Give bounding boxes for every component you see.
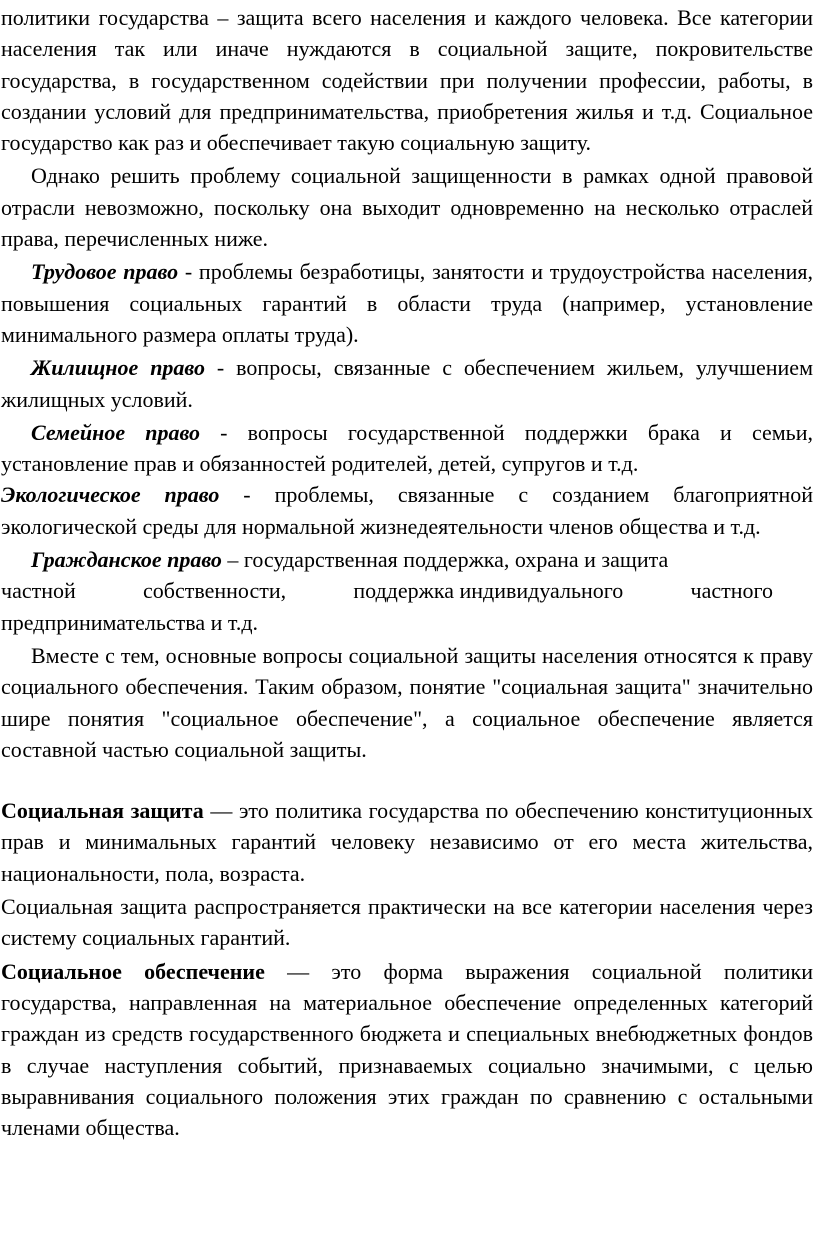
civil-law-word: поддержка индивидуального	[353, 578, 624, 604]
paragraph-labor-law	[1, 256, 813, 350]
term-civil-law: Гражданское право	[31, 547, 222, 573]
paragraph-conclusion: Вместе с тем, основные вопросы социальной защиты населения относятся к праву социального обеспечения. Таким образом, понятие "социальная защита" значительно шире понятия "социальное обеспечение", а социальное обеспечение является составной частью социальной защиты.	[1, 642, 813, 762]
social-protection-text: — это политика государства по обеспечению конституционных прав и минимальных гарантий человеку независимо от его места жительства, национальности, пола, возраста.	[1, 798, 813, 886]
term-housing-law: Жилищное право	[31, 355, 205, 381]
term-social-protection: Социальная защита	[1, 798, 204, 824]
civil-law-word: собственности,	[143, 578, 287, 604]
paragraph-civil-law	[1, 544, 813, 638]
term-social-security: Социальное обеспечение	[1, 958, 265, 984]
civil-law-line-2	[1, 575, 813, 606]
housing-law-text: - вопросы, связанные с обеспечением жильем, улучшением жилищных условий.	[1, 355, 813, 412]
paragraph-intro: политики государства – защита всего населения и каждого человека. Все категории населения так или иначе нуждаются в социальной защите, покровительстве государства, в государственном содействии при получении профессии, работы, в создании условий для предпринимательства, приобретения жилья и т.д. Социальное государство как раз и обеспечивает такую социальную защиту.	[1, 5, 813, 156]
term-ecology-law: Экологическое право	[1, 482, 220, 508]
paragraph-branches-intro: Однако решить проблему социальной защищенности в рамках одной правовой отрасли невозможно, поскольку она выходит одновременно на несколько отраслей права, перечисленных ниже.	[1, 163, 813, 252]
paragraph-definition-social-protection	[1, 795, 813, 889]
paragraph-family-law	[1, 417, 813, 480]
term-family-law: Семейное право	[31, 419, 200, 445]
labor-law-text: - проблемы безработицы, занятости и трудоустройства населения, повышения социальных гарантий в области труда (например, установление минимального размера оплаты труда).	[1, 259, 813, 347]
paragraph-scope: Социальная защита распространяется практически на все категории населения через систему социальных гарантий.	[1, 894, 813, 951]
ecology-law-text: - проблемы, связанные с созданием благоприятной экологической среды для нормальной жизнедеятельности членов общества и т.д.	[1, 482, 813, 539]
civil-law-text-1: – государственная поддержка, охрана и защита	[221, 547, 669, 573]
paragraph-housing-law	[1, 352, 813, 415]
civil-law-word: частной	[1, 578, 76, 604]
paragraph-ecology-law	[1, 479, 813, 542]
social-security-text: — это форма выражения социальной политики государства, направленная на материальное обеспечение определенных категорий граждан из средств государственного бюджета и специальных внебюджетных фондов в случае наступления событий, признаваемых социально значимыми, с целью выравнивания социального положения этих граждан по сравнению с остальными членами общества.	[1, 958, 813, 1141]
civil-law-line-1	[1, 544, 813, 575]
civil-law-word: частного	[690, 578, 773, 604]
civil-law-line-3: предпринимательства и т.д.	[1, 609, 259, 635]
family-law-text: - вопросы государственной поддержки брака и семьи, установление прав и обязанностей родителей, детей, супругов и т.д.	[1, 419, 813, 477]
term-labor-law: Трудовое право	[31, 259, 179, 285]
paragraph-definition-social-security	[1, 956, 813, 1144]
